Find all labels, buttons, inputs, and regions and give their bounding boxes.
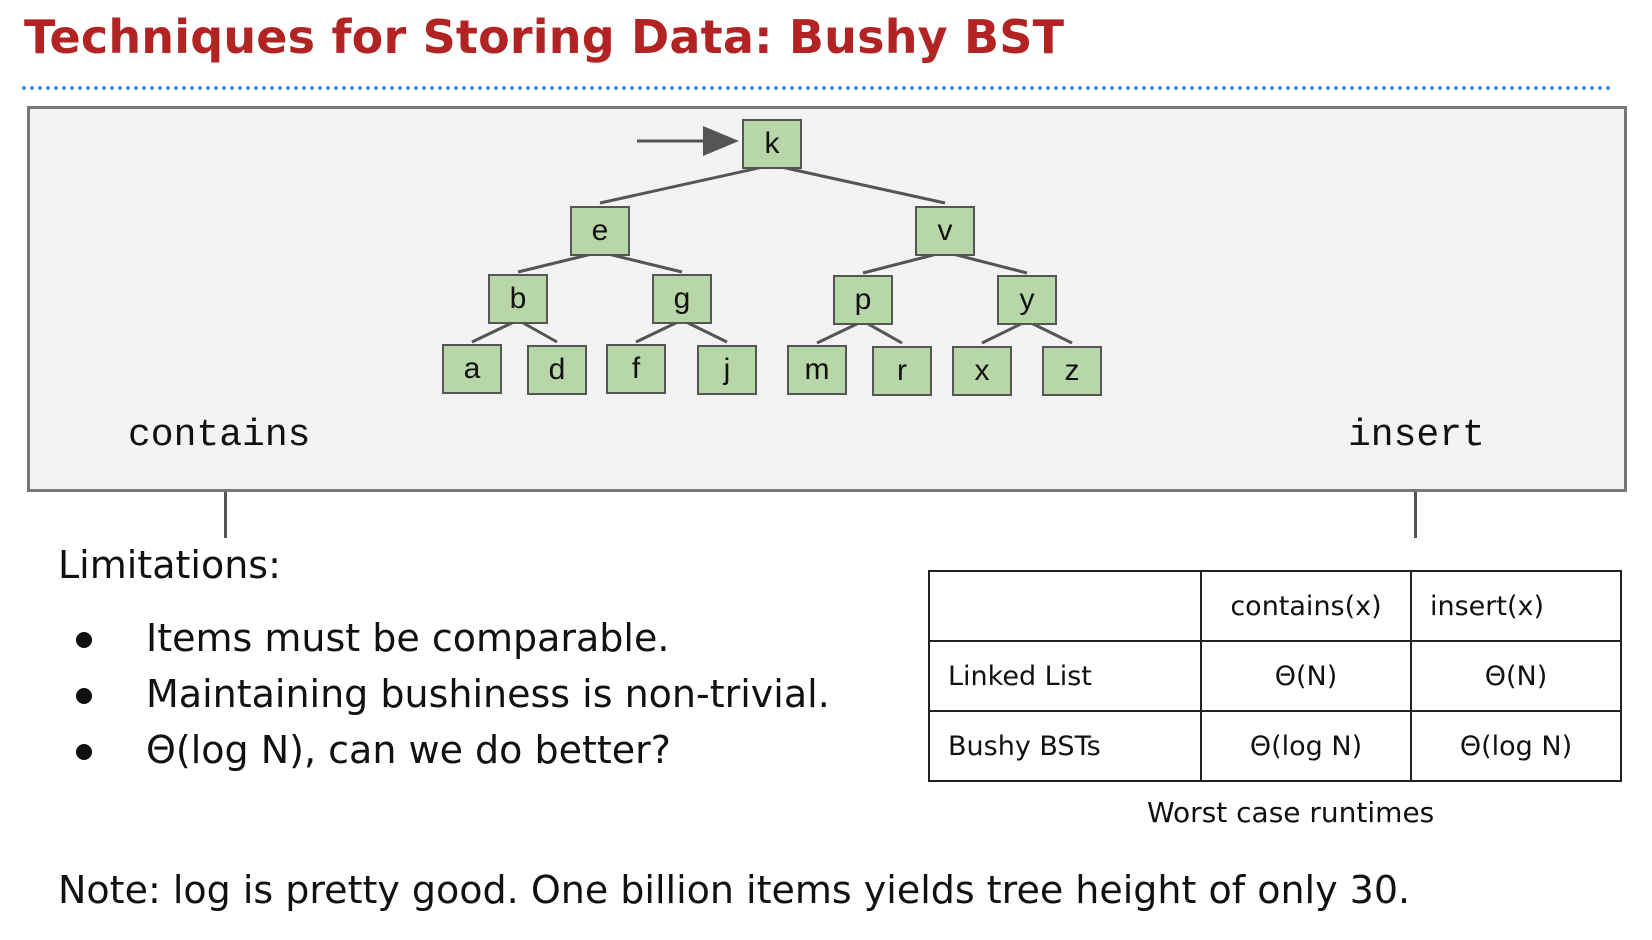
tree-node-root: k xyxy=(742,119,802,169)
edge-k-v xyxy=(772,165,945,203)
tree-leaf: z xyxy=(1042,346,1102,396)
tree-node: b xyxy=(488,274,548,324)
title-divider xyxy=(22,86,1612,90)
limitations-list xyxy=(58,610,830,778)
limitations-heading: Limitations: xyxy=(58,543,281,587)
table-header-cell: contains(x) xyxy=(1201,571,1411,641)
tree-leaf: a xyxy=(442,344,502,394)
insert-label: insert xyxy=(1348,414,1485,457)
tree-leaf: j xyxy=(697,345,757,395)
tree-node: p xyxy=(833,275,893,325)
runtime-table xyxy=(928,570,1622,782)
tree-node: v xyxy=(915,206,975,256)
table-cell: Θ(N) xyxy=(1411,641,1621,711)
bullet-icon xyxy=(76,688,92,704)
tree-panel xyxy=(27,106,1627,492)
contains-label: contains xyxy=(128,414,311,457)
bullet-icon xyxy=(76,744,92,760)
table-header-row xyxy=(929,571,1621,641)
limitation-text: Maintaining bushiness is non-trivial. xyxy=(146,672,830,716)
insert-connector xyxy=(1414,492,1417,538)
limitation-item xyxy=(58,610,830,666)
tree-node: g xyxy=(652,274,712,324)
table-row xyxy=(929,641,1621,711)
table-header-cell xyxy=(929,571,1201,641)
slide-title: Techniques for Storing Data: Bushy BST xyxy=(24,10,1065,64)
limitation-item xyxy=(58,666,830,722)
limitation-text: Items must be comparable. xyxy=(146,616,670,660)
edge-k-e xyxy=(600,165,772,203)
table-cell: Bushy BSTs xyxy=(929,711,1201,781)
table-caption: Worst case runtimes xyxy=(1147,796,1435,829)
contains-connector xyxy=(224,492,227,538)
tree-leaf: f xyxy=(606,344,666,394)
limitation-item xyxy=(58,722,830,778)
tree-leaf: r xyxy=(872,346,932,396)
table-row xyxy=(929,711,1621,781)
tree-node: e xyxy=(570,206,630,256)
tree-leaf: x xyxy=(952,346,1012,396)
table-header-cell: insert(x) xyxy=(1411,571,1621,641)
table-cell: Θ(log N) xyxy=(1201,711,1411,781)
note-text: Note: log is pretty good. One billion items yields tree height of only 30. xyxy=(58,868,1411,912)
limitation-text: Θ(log N), can we do better? xyxy=(146,728,671,772)
table-cell: Θ(N) xyxy=(1201,641,1411,711)
tree-leaf: m xyxy=(787,345,847,395)
bullet-icon xyxy=(76,632,92,648)
table-cell: Θ(log N) xyxy=(1411,711,1621,781)
table-cell: Linked List xyxy=(929,641,1201,711)
tree-leaf: d xyxy=(527,345,587,395)
tree-node: y xyxy=(997,275,1057,325)
